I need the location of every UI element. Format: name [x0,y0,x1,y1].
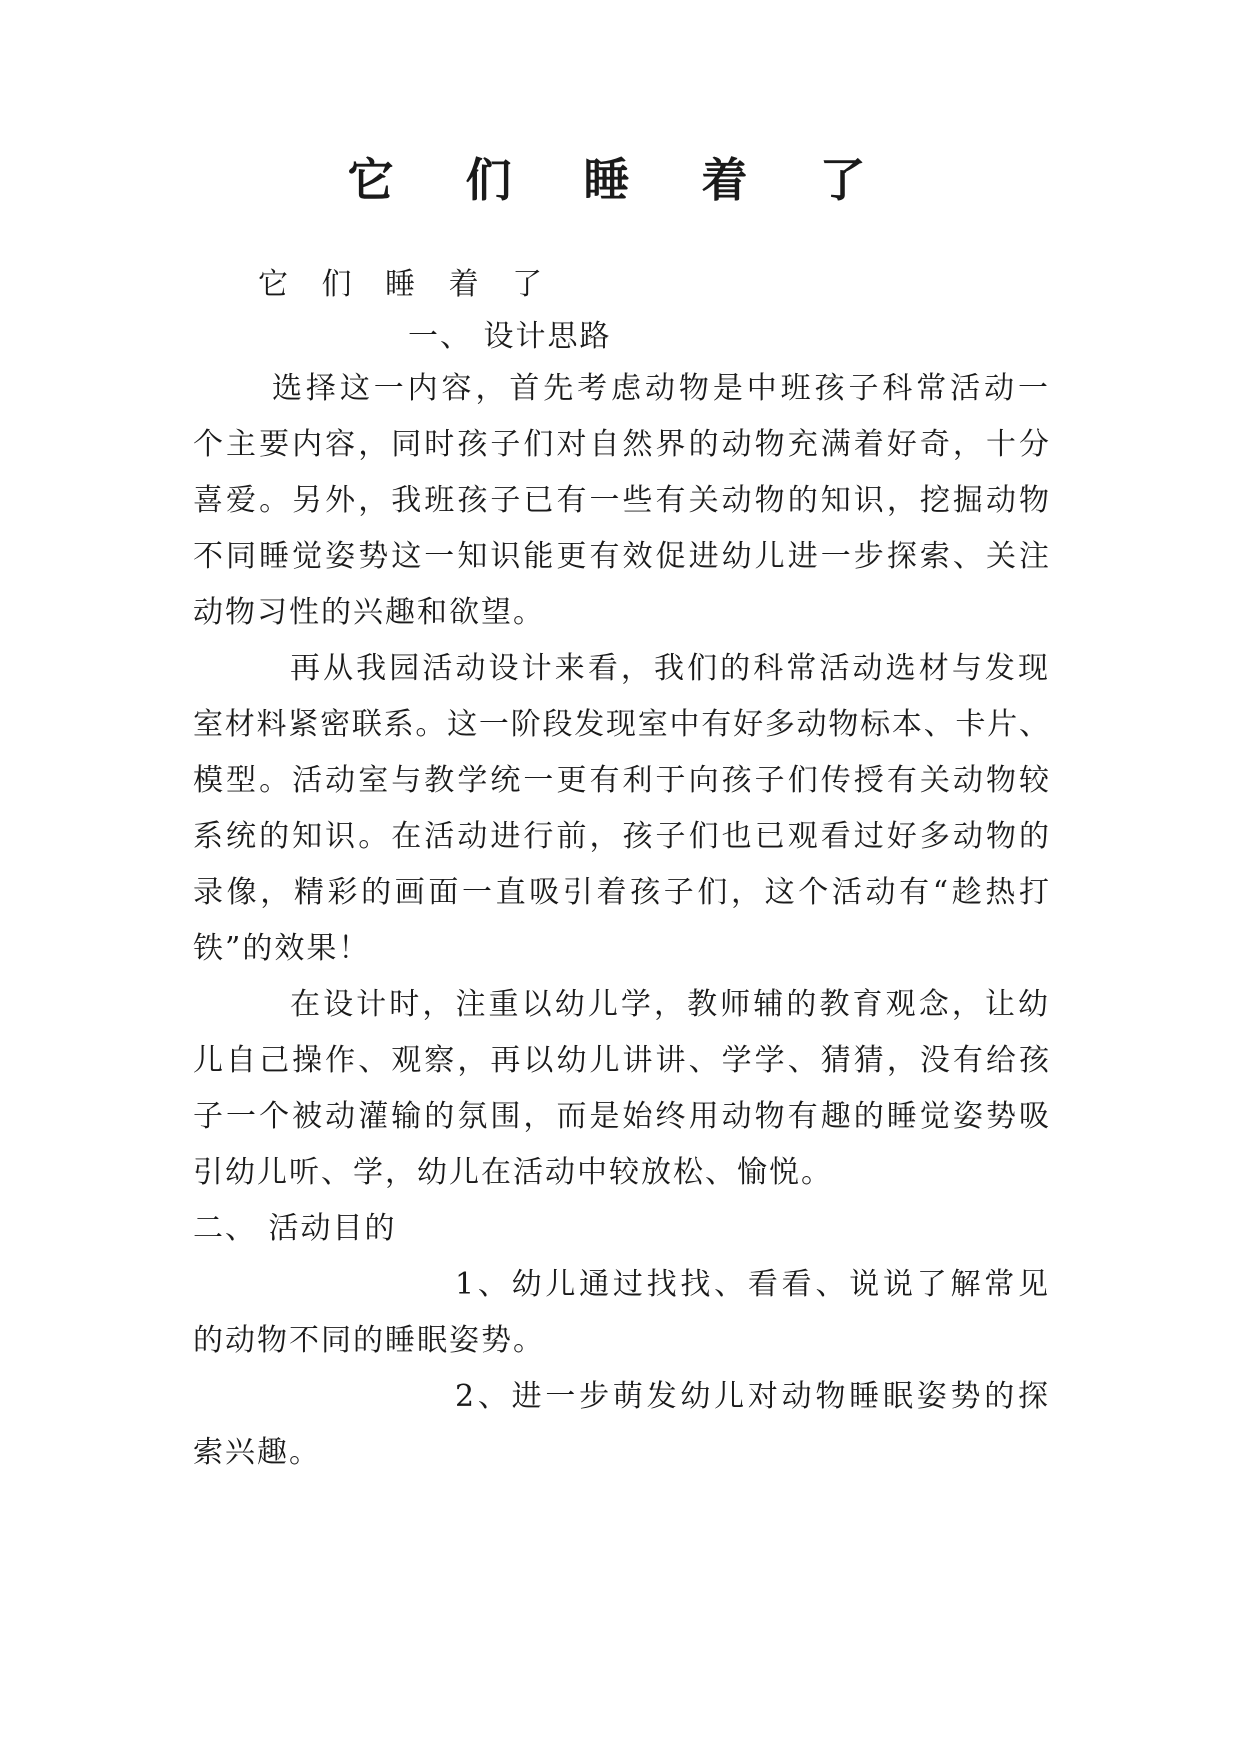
section-heading-1: 一、 设计思路 [408,319,612,354]
goal-item-2-continued: 索兴趣。 [193,1435,321,1470]
paragraph-line: 子一个被动灌输的氛围，而是始终用动物有趣的睡觉姿势吸 [193,1099,1049,1134]
subtitle: 它 们 睡 着 了 [258,267,555,302]
goal-item-1: 1、幼儿通过找找、看看、说说了解常见 [455,1267,1048,1302]
paragraph-line: 不同睡觉姿势这一知识能更有效促进幼儿进一步探索、关注 [193,539,1049,574]
paragraph-line: 再从我园活动设计来看，我们的科常活动选材与发现 [290,651,1048,686]
paragraph-line: 室材料紧密联系。这一阶段发现室中有好多动物标本、卡片、 [193,707,1049,742]
paragraph-line: 动物习性的兴趣和欲望。 [193,595,545,630]
paragraph-line: 系统的知识。在活动进行前，孩子们也已观看过好多动物的 [193,819,1049,854]
paragraph-line: 引幼儿听、学，幼儿在活动中较放松、愉悦。 [193,1155,833,1190]
paragraph-line: 模型。活动室与教学统一更有利于向孩子们传授有关动物较 [193,763,1049,798]
paragraph-line: 个主要内容，同时孩子们对自然界的动物充满着好奇，十分 [193,427,1049,462]
paragraph-line: 在设计时，注重以幼儿学，教师辅的教育观念，让幼 [290,987,1048,1022]
paragraph-line: 选择这一内容，首先考虑动物是中班孩子科常活动一 [272,371,1048,406]
document-title: 它 们 睡 着 了 [347,153,894,207]
paragraph-line: 喜爱。另外，我班孩子已有一些有关动物的知识，挖掘动物 [193,483,1049,518]
paragraph-line: 铁”的效果！ [193,931,371,966]
goal-item-1-continued: 的动物不同的睡眠姿势。 [193,1323,545,1358]
paragraph-line: 儿自己操作、观察，再以幼儿讲讲、学学、猜猜，没有给孩 [193,1043,1049,1078]
paragraph-line: 录像，精彩的画面一直吸引着孩子们，这个活动有“趁热打 [193,875,1049,910]
goal-item-2: 2、进一步萌发幼儿对动物睡眠姿势的探 [455,1379,1048,1414]
section-heading-2: 二、 活动目的 [193,1211,397,1246]
